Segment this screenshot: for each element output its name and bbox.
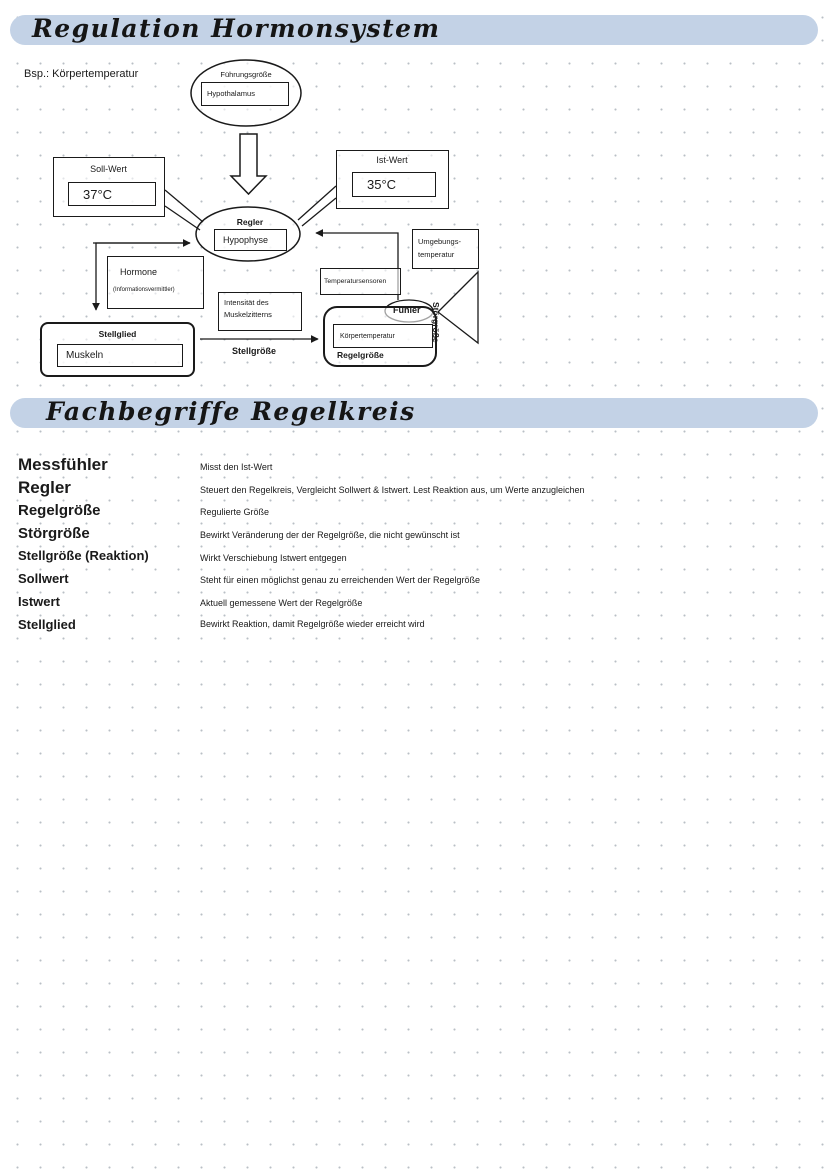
term-label: Stellgröße (Reaktion)	[18, 548, 149, 563]
term-definition: Bewirkt Reaktion, damit Regelgröße wieder erreicht wird	[200, 619, 425, 629]
umgebung-line2: temperatur	[418, 250, 455, 259]
stellglied-value: Muskeln	[66, 350, 104, 361]
soll-wert-box	[53, 157, 165, 217]
stoergroesse-label: Störgröße	[431, 302, 441, 343]
intensitaet-line1: Intensität des	[224, 298, 269, 307]
regelgroesse-label: Regelgröße	[337, 350, 384, 360]
umgebung-line1: Umgebungs-	[418, 237, 461, 246]
fuehrungsgroesse-value: Hypothalamus	[207, 89, 255, 98]
stellglied-value-box	[57, 344, 183, 367]
regler-label: Regler	[236, 217, 264, 227]
down-arrow	[231, 134, 266, 194]
regler-value-box	[214, 229, 287, 251]
regelgroesse-box	[323, 306, 437, 367]
soll-wert-value: 37°C	[83, 187, 113, 202]
term-label: Messfühler	[18, 455, 108, 474]
ist-wert-value-box	[352, 172, 436, 197]
term-label: Stellglied	[18, 617, 76, 632]
umgebungstemperatur-box	[412, 229, 479, 269]
hormone-box	[107, 256, 204, 309]
regler-value: Hypophyse	[223, 235, 269, 245]
temperatursensoren-label: Temperatursensoren	[324, 278, 387, 285]
term-label: Regler	[18, 478, 71, 497]
stoergroesse-pointer	[438, 272, 478, 343]
ist-wert-label: Ist-Wert	[376, 155, 408, 165]
stellglied-box	[40, 322, 195, 377]
term-definition: Bewirkt Veränderung der der Regelgröße, die nicht gewünscht ist	[200, 530, 460, 540]
term-definition: Steuert den Regelkreis, Vergleicht Sollwert & Istwert. Lest Reaktion aus, um Werte anzugleichen	[200, 485, 585, 495]
example-label: Bsp.: Körpertemperatur	[24, 68, 139, 80]
term-definition: Wirkt Verschiebung Istwert entgegen	[200, 553, 347, 563]
hormone-label: Hormone	[120, 267, 158, 277]
section-title-terms: Fachbegriffe Regelkreis	[46, 397, 416, 426]
term-label: Istwert	[18, 594, 60, 609]
term-label: Regelgröße	[18, 502, 101, 519]
term-definition: Regulierte Größe	[200, 507, 270, 517]
temperatursensoren-box	[320, 268, 401, 295]
intensitaet-box	[218, 292, 302, 331]
fuehrungsgroesse-box	[201, 82, 289, 106]
term-definition: Aktuell gemessene Wert der Regelgröße	[200, 598, 363, 608]
fuehrungsgroesse-label: Führungsgröße	[220, 70, 272, 79]
soll-wert-value-box	[68, 182, 156, 206]
stellgroesse-label: Stellgröße	[232, 346, 277, 356]
term-label: Sollwert	[18, 571, 69, 586]
regelgroesse-value: Körpertemperatur	[340, 333, 395, 340]
term-definition: Steht für einen möglichst genau zu erreichenden Wert der Regelgröße	[200, 575, 480, 585]
stellglied-label: Stellglied	[98, 329, 137, 339]
ist-wert-box	[336, 150, 449, 209]
regelgroesse-value-box	[333, 324, 433, 348]
term-label: Störgröße	[18, 525, 90, 542]
section-title-regulation: Regulation Hormonsystem	[32, 14, 441, 43]
ist-wert-value: 35°C	[367, 177, 397, 192]
intensitaet-line2: Muskelzitterns	[224, 310, 272, 319]
hormone-sublabel: (Informationsvermittler)	[113, 287, 175, 293]
fuehler-label: Fühler	[393, 305, 421, 315]
term-definition: Misst den Ist-Wert	[200, 462, 273, 472]
soll-wert-label: Soll-Wert	[90, 164, 127, 174]
